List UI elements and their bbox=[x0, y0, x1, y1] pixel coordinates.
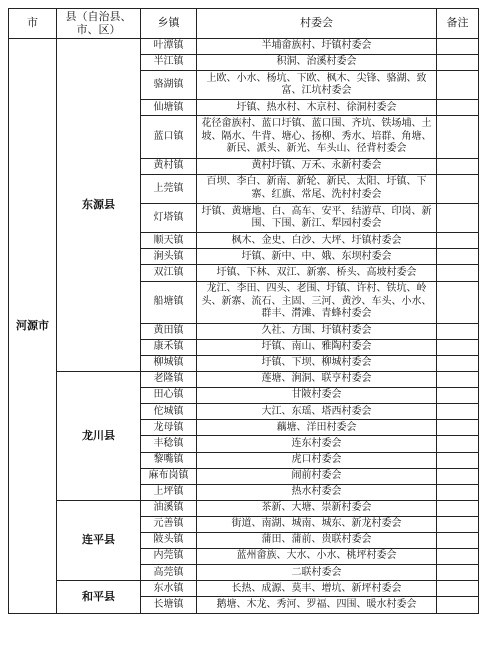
town-cell: 上莞镇 bbox=[141, 174, 197, 203]
header-row bbox=[9, 9, 479, 39]
town-cell: 顺天镇 bbox=[141, 233, 197, 249]
note-cell bbox=[437, 565, 479, 581]
villages-cell: 圩镇、下坝、柳城村委会 bbox=[197, 356, 437, 372]
town-cell: 蓝口镇 bbox=[141, 116, 197, 158]
town-cell: 元善镇 bbox=[141, 516, 197, 532]
town-cell: 骆湖镇 bbox=[141, 71, 197, 100]
note-cell bbox=[437, 204, 479, 233]
villages-cell: 莲塘、涧洞、联亨村委会 bbox=[197, 372, 437, 388]
town-cell: 柳城镇 bbox=[141, 356, 197, 372]
note-cell bbox=[437, 174, 479, 203]
villages-cell: 蒲田、蒲前、贵联村委会 bbox=[197, 533, 437, 549]
villages-cell: 半埔畲族村、圩镇村委会 bbox=[197, 39, 437, 55]
villages-cell: 街道、南湖、城南、城东、新龙村委会 bbox=[197, 516, 437, 532]
town-cell: 长塘镇 bbox=[141, 597, 197, 613]
villages-cell: 藕塘、洋田村委会 bbox=[197, 420, 437, 436]
villages-cell: 二联村委会 bbox=[197, 565, 437, 581]
town-cell: 半江镇 bbox=[141, 55, 197, 71]
villages-cell: 圩镇、黄塘地、白、高车、安平、结游草、印岗、新围、下围、新江、犁园村委会 bbox=[197, 204, 437, 233]
town-cell: 灯塔镇 bbox=[141, 204, 197, 233]
villages-cell: 连东村委会 bbox=[197, 436, 437, 452]
note-cell bbox=[437, 484, 479, 500]
villages-cell: 长热、成源、莫丰、增坑、新坪村委会 bbox=[197, 581, 437, 597]
town-cell: 陂头镇 bbox=[141, 533, 197, 549]
town-cell: 双江镇 bbox=[141, 265, 197, 281]
header-note: 备注 bbox=[437, 9, 479, 39]
town-cell: 康禾镇 bbox=[141, 339, 197, 355]
note-cell bbox=[437, 420, 479, 436]
county-cell: 龙川县 bbox=[57, 372, 141, 501]
header-villages: 村委会 bbox=[197, 9, 437, 39]
note-cell bbox=[437, 339, 479, 355]
town-cell: 内莞镇 bbox=[141, 549, 197, 565]
villages-cell: 圩镇、新中、中、娥、东坝村委会 bbox=[197, 249, 437, 265]
villages-cell: 圩镇、下林、双江、新寨、桥头、高坡村委会 bbox=[197, 265, 437, 281]
table-row bbox=[9, 372, 479, 388]
note-cell bbox=[437, 55, 479, 71]
town-cell: 黄村镇 bbox=[141, 158, 197, 174]
town-cell: 船塘镇 bbox=[141, 281, 197, 323]
villages-cell: 茶新、大塘、崇新村委会 bbox=[197, 500, 437, 516]
table-row bbox=[9, 500, 479, 516]
villages-cell: 龙江、李田、四头、老围、圩镇、许村、铁坑、岭头、新寨、流石、主固、三河、黄沙、车头、小水、群丰、潸滩、青蜂村委会 bbox=[197, 281, 437, 323]
note-cell bbox=[437, 372, 479, 388]
villages-cell: 积洞、治溪村委会 bbox=[197, 55, 437, 71]
villages-cell: 花径畲族村、蓝口圩镇、蓝口围、齐坑、铁场埔、土坡、隔水、牛背、塘心、扬柳、秀水、培群、角塘、新民、派头、新光、车头山、径背村委会 bbox=[197, 116, 437, 158]
village-committee-table bbox=[8, 8, 479, 614]
note-cell bbox=[437, 356, 479, 372]
town-cell: 上坪镇 bbox=[141, 484, 197, 500]
town-cell: 龙母镇 bbox=[141, 420, 197, 436]
town-cell: 高莞镇 bbox=[141, 565, 197, 581]
villages-cell: 枫木、金史、白沙、大坪、圩镇村委会 bbox=[197, 233, 437, 249]
note-cell bbox=[437, 158, 479, 174]
villages-cell: 虎口村委会 bbox=[197, 452, 437, 468]
villages-cell: 甘陂村委会 bbox=[197, 388, 437, 404]
note-cell bbox=[437, 116, 479, 158]
town-cell: 叶潭镇 bbox=[141, 39, 197, 55]
town-cell: 东水镇 bbox=[141, 581, 197, 597]
town-cell: 丰稔镇 bbox=[141, 436, 197, 452]
note-cell bbox=[437, 71, 479, 100]
note-cell bbox=[437, 404, 479, 420]
villages-cell: 热水村委会 bbox=[197, 484, 437, 500]
town-cell: 仙塘镇 bbox=[141, 100, 197, 116]
town-cell: 田心镇 bbox=[141, 388, 197, 404]
villages-cell: 圩镇、热水村、木京村、徐洞村委会 bbox=[197, 100, 437, 116]
table-row bbox=[9, 39, 479, 55]
note-cell bbox=[437, 436, 479, 452]
villages-cell: 黄村圩镇、万禾、永新村委会 bbox=[197, 158, 437, 174]
city-cell: 河源市 bbox=[9, 39, 57, 614]
town-cell: 涧头镇 bbox=[141, 249, 197, 265]
villages-cell: 上欧、小水、杨坑、下欧、枫木、尖锋、骆湖、致富、江坑村委会 bbox=[197, 71, 437, 100]
town-cell: 佗城镇 bbox=[141, 404, 197, 420]
note-cell bbox=[437, 549, 479, 565]
note-cell bbox=[437, 281, 479, 323]
note-cell bbox=[437, 516, 479, 532]
town-cell: 黄田镇 bbox=[141, 323, 197, 339]
town-cell: 黎嘴镇 bbox=[141, 452, 197, 468]
town-cell: 油溪镇 bbox=[141, 500, 197, 516]
note-cell bbox=[437, 597, 479, 613]
note-cell bbox=[437, 100, 479, 116]
villages-cell: 久社、方围、圩镇村委会 bbox=[197, 323, 437, 339]
note-cell bbox=[437, 233, 479, 249]
header-county: 县（自治县、市、区） bbox=[57, 9, 141, 39]
county-cell: 和平县 bbox=[57, 581, 141, 613]
note-cell bbox=[437, 500, 479, 516]
villages-cell: 百坝、李白、新南、新轮、新民、太阳、圩镇、下寨、红旗、常尾、洗村村委会 bbox=[197, 174, 437, 203]
header-town: 乡镇 bbox=[141, 9, 197, 39]
town-cell: 老隆镇 bbox=[141, 372, 197, 388]
county-cell: 连平县 bbox=[57, 500, 141, 580]
table-row bbox=[9, 581, 479, 597]
county-cell: 东源县 bbox=[57, 39, 141, 372]
note-cell bbox=[437, 388, 479, 404]
villages-cell: 大江、东瑶、塔西村委会 bbox=[197, 404, 437, 420]
note-cell bbox=[437, 452, 479, 468]
note-cell bbox=[437, 265, 479, 281]
note-cell bbox=[437, 581, 479, 597]
note-cell bbox=[437, 468, 479, 484]
town-cell: 麻布岗镇 bbox=[141, 468, 197, 484]
villages-cell: 圩镇、南山、雅陶村委会 bbox=[197, 339, 437, 355]
note-cell bbox=[437, 533, 479, 549]
note-cell bbox=[437, 249, 479, 265]
villages-cell: 闹前村委会 bbox=[197, 468, 437, 484]
villages-cell: 鹅塘、木龙、秀河、罗福、四围、暖水村委会 bbox=[197, 597, 437, 613]
villages-cell: 蓝州畲族、大水、小水、桃坪村委会 bbox=[197, 549, 437, 565]
note-cell bbox=[437, 323, 479, 339]
note-cell bbox=[437, 39, 479, 55]
header-city: 市 bbox=[9, 9, 57, 39]
